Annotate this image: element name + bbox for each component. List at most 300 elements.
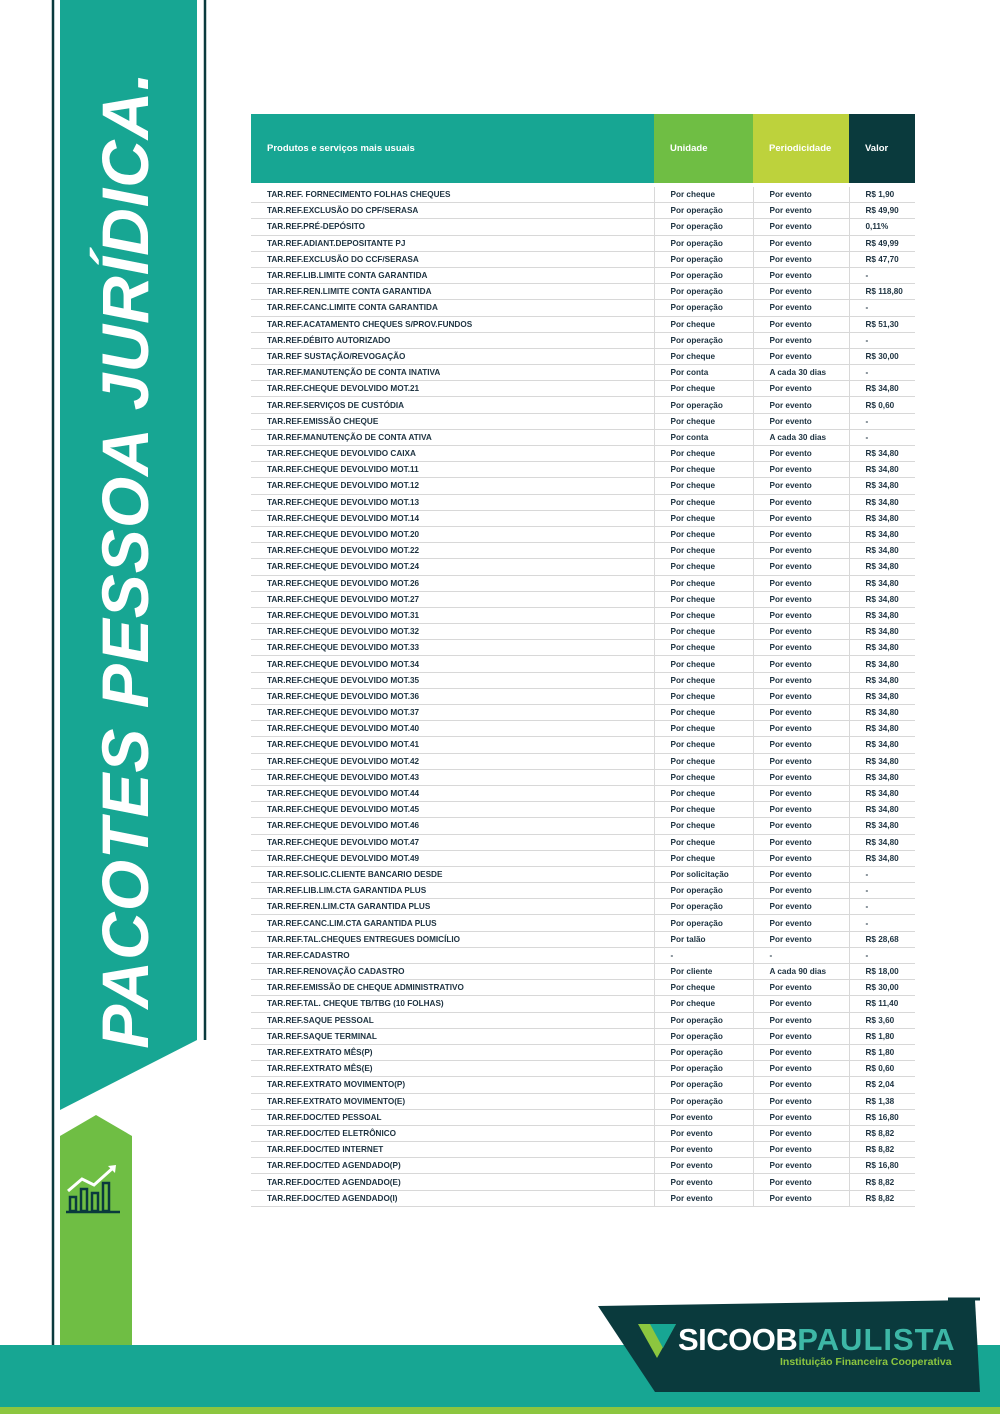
cell-periodicity: Por evento [753,446,849,462]
cell-value: R$ 49,99 [849,235,915,251]
table-row [251,478,915,494]
cell-value: R$ 8,82 [849,1125,915,1141]
cell-product: TAR.REF.CHEQUE DEVOLVIDO MOT.49 [251,850,654,866]
cell-value: - [849,915,915,931]
cell-periodicity: Por evento [753,219,849,235]
cell-unit: Por cheque [654,753,753,769]
table-row [251,332,915,348]
cell-periodicity: Por evento [753,656,849,672]
cell-value: - [849,883,915,899]
cell-value: R$ 49,90 [849,203,915,219]
cell-periodicity: Por evento [753,1125,849,1141]
cell-unit: Por evento [654,1174,753,1190]
cell-value: R$ 18,00 [849,964,915,980]
cell-product: TAR.REF.DOC/TED PESSOAL [251,1109,654,1125]
cell-value: R$ 34,80 [849,462,915,478]
cell-unit: Por cheque [654,381,753,397]
cell-product: TAR.REF.EXCLUSÃO DO CPF/SERASA [251,203,654,219]
cell-unit: Por cheque [654,446,753,462]
cell-periodicity: Por evento [753,591,849,607]
cell-product: TAR.REF.CHEQUE DEVOLVIDO MOT.45 [251,802,654,818]
cell-periodicity: Por evento [753,332,849,348]
cell-value: - [849,300,915,316]
cell-unit: Por cheque [654,834,753,850]
table-row [251,1012,915,1028]
cell-unit: Por cheque [654,187,753,203]
cell-periodicity: A cada 30 dias [753,365,849,381]
cell-periodicity: Por evento [753,526,849,542]
cell-unit: Por cheque [654,478,753,494]
table-row [251,251,915,267]
cell-periodicity: Por evento [753,769,849,785]
cell-value: R$ 34,80 [849,478,915,494]
cell-periodicity: Por evento [753,251,849,267]
cell-unit: Por cheque [654,802,753,818]
cell-unit: Por operação [654,1061,753,1077]
cell-product: TAR.REF.CHEQUE DEVOLVIDO MOT.43 [251,769,654,785]
cell-value: R$ 34,80 [849,850,915,866]
cell-product: TAR.REF.CHEQUE DEVOLVIDO MOT.35 [251,672,654,688]
cell-product: TAR.REF.DOC/TED AGENDADO(P) [251,1158,654,1174]
cell-value: R$ 30,00 [849,348,915,364]
cell-product: TAR.REF.EXTRATO MOVIMENTO(P) [251,1077,654,1093]
cell-value: R$ 30,00 [849,980,915,996]
cell-unit: Por conta [654,429,753,445]
cell-product: TAR.REF.CHEQUE DEVOLVIDO MOT.20 [251,526,654,542]
table-row [251,316,915,332]
cell-product: TAR.REF.SERVIÇOS DE CUSTÓDIA [251,397,654,413]
cell-product: TAR.REF.CHEQUE DEVOLVIDO MOT.42 [251,753,654,769]
cell-product: TAR.REF.CHEQUE DEVOLVIDO MOT.32 [251,624,654,640]
cell-product: TAR.REF.REN.LIM.CTA GARANTIDA PLUS [251,899,654,915]
cell-periodicity: Por evento [753,510,849,526]
table-row [251,996,915,1012]
table-row [251,1077,915,1093]
cell-unit: Por cheque [654,624,753,640]
cell-product: TAR.REF.CHEQUE DEVOLVIDO MOT.27 [251,591,654,607]
cell-value: R$ 34,80 [849,624,915,640]
table-row [251,462,915,478]
cell-product: TAR.REF SUSTAÇÃO/REVOGAÇÃO [251,348,654,364]
table-row [251,785,915,801]
cell-periodicity: Por evento [753,381,849,397]
cell-unit: Por operação [654,267,753,283]
cell-product: TAR.REF.CHEQUE DEVOLVIDO MOT.14 [251,510,654,526]
cell-periodicity: Por evento [753,915,849,931]
table-row [251,187,915,203]
table-row [251,672,915,688]
table-row [251,1158,915,1174]
cell-product: TAR.REF.DOC/TED ELETRÔNICO [251,1125,654,1141]
cell-periodicity: Por evento [753,834,849,850]
cell-value: R$ 34,80 [849,575,915,591]
table-row [251,1093,915,1109]
cell-periodicity: Por evento [753,1190,849,1206]
cell-product: TAR.REF.CHEQUE DEVOLVIDO MOT.41 [251,737,654,753]
cell-value: R$ 34,80 [849,381,915,397]
cell-unit: Por operação [654,300,753,316]
cell-value: R$ 34,80 [849,591,915,607]
cell-product: TAR.REF.CHEQUE DEVOLVIDO MOT.37 [251,705,654,721]
cell-periodicity: Por evento [753,267,849,283]
cell-value: R$ 34,80 [849,543,915,559]
cell-periodicity: Por evento [753,672,849,688]
cell-periodicity: Por evento [753,640,849,656]
cell-unit: Por operação [654,251,753,267]
cell-value: R$ 34,80 [849,688,915,704]
growth-chart-icon [64,1163,122,1215]
table-row [251,964,915,980]
cell-periodicity: Por evento [753,348,849,364]
table-row [251,1125,915,1141]
cell-periodicity: Por evento [753,1158,849,1174]
cell-value: R$ 34,80 [849,656,915,672]
cell-unit: Por operação [654,1012,753,1028]
cell-product: TAR.REF.DÉBITO AUTORIZADO [251,332,654,348]
table-row [251,802,915,818]
cell-value: - [849,267,915,283]
cell-periodicity: Por evento [753,1028,849,1044]
cell-value: R$ 0,60 [849,1061,915,1077]
cell-value: R$ 34,80 [849,494,915,510]
cell-value: - [849,413,915,429]
cell-periodicity: A cada 30 dias [753,429,849,445]
cell-product: TAR.REF.CHEQUE DEVOLVIDO MOT.40 [251,721,654,737]
cell-value: R$ 2,04 [849,1077,915,1093]
cell-value: - [849,429,915,445]
cell-periodicity: Por evento [753,996,849,1012]
header-periodicity: Periodicidade [753,114,849,183]
table-row [251,705,915,721]
cell-periodicity: Por evento [753,721,849,737]
cell-value: R$ 8,82 [849,1174,915,1190]
cell-product: TAR.REF.TAL.CHEQUES ENTREGUES DOMICÍLIO [251,931,654,947]
cell-value: - [849,365,915,381]
cell-unit: Por operação [654,235,753,251]
table-row [251,1028,915,1044]
cell-periodicity: Por evento [753,494,849,510]
table-row [251,510,915,526]
cell-periodicity: Por evento [753,850,849,866]
table-row [251,866,915,882]
cell-periodicity: - [753,947,849,963]
table-row [251,203,915,219]
cell-unit: Por cheque [654,785,753,801]
cell-value: 0,11% [849,219,915,235]
cell-periodicity: Por evento [753,478,849,494]
cell-unit: Por operação [654,397,753,413]
cell-periodicity: Por evento [753,187,849,203]
cell-unit: Por evento [654,1158,753,1174]
table-row [251,413,915,429]
cell-value: - [849,332,915,348]
table-row [251,1061,915,1077]
cell-product: TAR.REF.SOLIC.CLIENTE BANCARIO DESDE [251,866,654,882]
cell-product: TAR.REF.EXCLUSÃO DO CCF/SERASA [251,251,654,267]
cell-product: TAR.REF.CADASTRO [251,947,654,963]
cell-periodicity: Por evento [753,462,849,478]
cell-value: R$ 34,80 [849,818,915,834]
cell-product: TAR.REF.DOC/TED AGENDADO(E) [251,1174,654,1190]
fees-table [251,114,915,1207]
cell-product: TAR.REF.EMISSÃO CHEQUE [251,413,654,429]
table-row [251,575,915,591]
cell-unit: Por cheque [654,996,753,1012]
cell-unit: Por operação [654,883,753,899]
cell-unit: Por cheque [654,413,753,429]
table-row [251,915,915,931]
logo-sicoob-text: SICOOB [678,1322,798,1357]
cell-unit: Por operação [654,1093,753,1109]
cell-unit: Por cliente [654,964,753,980]
cell-value: R$ 34,80 [849,607,915,623]
cell-periodicity: Por evento [753,866,849,882]
table-header-row [251,114,915,183]
table-row [251,688,915,704]
cell-periodicity: Por evento [753,753,849,769]
cell-periodicity: Por evento [753,413,849,429]
table-row [251,559,915,575]
cell-value: R$ 34,80 [849,510,915,526]
cell-unit: Por cheque [654,348,753,364]
cell-unit: Por cheque [654,316,753,332]
table-row [251,850,915,866]
table-row [251,737,915,753]
cell-unit: Por evento [654,1109,753,1125]
table-row [251,300,915,316]
cell-unit: Por cheque [654,510,753,526]
cell-periodicity: Por evento [753,284,849,300]
cell-unit: Por operação [654,332,753,348]
cell-value: R$ 1,38 [849,1093,915,1109]
cell-periodicity: Por evento [753,300,849,316]
cell-value: R$ 34,80 [849,834,915,850]
cell-value: R$ 8,82 [849,1190,915,1206]
cell-unit: Por cheque [654,980,753,996]
header-value: Valor [849,114,915,183]
cell-product: TAR.REF.CHEQUE DEVOLVIDO MOT.33 [251,640,654,656]
cell-periodicity: Por evento [753,559,849,575]
cell-periodicity: Por evento [753,203,849,219]
table-row [251,446,915,462]
cell-value: R$ 16,80 [849,1158,915,1174]
cell-value: R$ 8,82 [849,1142,915,1158]
cell-value: R$ 34,80 [849,705,915,721]
cell-periodicity: Por evento [753,397,849,413]
cell-unit: Por cheque [654,656,753,672]
cell-value: - [849,947,915,963]
cell-unit: Por cheque [654,737,753,753]
cell-product: TAR.REF.REN.LIMITE CONTA GARANTIDA [251,284,654,300]
cell-periodicity: Por evento [753,883,849,899]
cell-unit: Por operação [654,899,753,915]
cell-product: TAR.REF.ACATAMENTO CHEQUES S/PROV.FUNDOS [251,316,654,332]
cell-product: TAR.REF.DOC/TED AGENDADO(I) [251,1190,654,1206]
cell-unit: Por cheque [654,559,753,575]
cell-unit: Por operação [654,915,753,931]
table-row [251,381,915,397]
table-row [251,640,915,656]
cell-unit: Por cheque [654,769,753,785]
cell-product: TAR.REF.CHEQUE DEVOLVIDO CAIXA [251,446,654,462]
table-row [251,1109,915,1125]
cell-periodicity: Por evento [753,818,849,834]
cell-value: R$ 34,80 [849,785,915,801]
cell-value: - [849,899,915,915]
cell-value: R$ 51,30 [849,316,915,332]
cell-value: R$ 118,80 [849,284,915,300]
sidebar-title: PACOTES PESSOA JURÍDICA. [88,71,162,1049]
cell-product: TAR.REF. FORNECIMENTO FOLHAS CHEQUES [251,187,654,203]
cell-unit: Por cheque [654,494,753,510]
cell-value: R$ 28,68 [849,931,915,947]
cell-periodicity: Por evento [753,1077,849,1093]
cell-unit: Por cheque [654,688,753,704]
cell-product: TAR.REF.CHEQUE DEVOLVIDO MOT.11 [251,462,654,478]
cell-periodicity: Por evento [753,1061,849,1077]
table-row [251,1142,915,1158]
cell-unit: Por operação [654,203,753,219]
table-row [251,494,915,510]
table-row [251,624,915,640]
table-row [251,980,915,996]
cell-value: R$ 34,80 [849,559,915,575]
cell-product: TAR.REF.CHEQUE DEVOLVIDO MOT.22 [251,543,654,559]
cell-periodicity: Por evento [753,737,849,753]
table-row [251,1044,915,1060]
table-row [251,429,915,445]
cell-value: R$ 16,80 [849,1109,915,1125]
cell-unit: Por evento [654,1125,753,1141]
cell-periodicity: Por evento [753,316,849,332]
cell-periodicity: Por evento [753,607,849,623]
logo-paulista-text: PAULISTA [797,1322,956,1357]
cell-value: R$ 34,80 [849,721,915,737]
cell-periodicity: Por evento [753,688,849,704]
cell-periodicity: Por evento [753,705,849,721]
cell-product: TAR.REF.CANC.LIMITE CONTA GARANTIDA [251,300,654,316]
cell-unit: Por evento [654,1142,753,1158]
table-row [251,235,915,251]
table-row [251,284,915,300]
cell-periodicity: Por evento [753,624,849,640]
cell-unit: Por cheque [654,818,753,834]
table-row [251,543,915,559]
table-row [251,365,915,381]
cell-unit: Por operação [654,219,753,235]
cell-periodicity: Por evento [753,931,849,947]
cell-unit: Por operação [654,1044,753,1060]
cell-value: R$ 34,80 [849,672,915,688]
table-row [251,591,915,607]
table-row [251,753,915,769]
cell-unit: Por operação [654,284,753,300]
cell-unit: Por solicitação [654,866,753,882]
cell-product: TAR.REF.SAQUE PESSOAL [251,1012,654,1028]
cell-product: TAR.REF.CHEQUE DEVOLVIDO MOT.31 [251,607,654,623]
cell-product: TAR.REF.MANUTENÇÃO DE CONTA ATIVA [251,429,654,445]
table-row [251,526,915,542]
cell-value: R$ 34,80 [849,446,915,462]
table-row [251,1190,915,1206]
cell-unit: Por cheque [654,607,753,623]
cell-periodicity: Por evento [753,543,849,559]
table-row [251,397,915,413]
cell-periodicity: Por evento [753,785,849,801]
table-row [251,769,915,785]
cell-product: TAR.REF.CHEQUE DEVOLVIDO MOT.13 [251,494,654,510]
cell-value: R$ 1,80 [849,1044,915,1060]
table-row [251,883,915,899]
cell-unit: Por cheque [654,591,753,607]
cell-product: TAR.REF.CHEQUE DEVOLVIDO MOT.46 [251,818,654,834]
cell-unit: Por cheque [654,721,753,737]
table-row [251,834,915,850]
table-row [251,947,915,963]
cell-product: TAR.REF.PRÉ-DEPÓSITO [251,219,654,235]
table-row [251,931,915,947]
cell-unit: Por cheque [654,526,753,542]
cell-periodicity: Por evento [753,802,849,818]
cell-product: TAR.REF.CHEQUE DEVOLVIDO MOT.44 [251,785,654,801]
cell-periodicity: Por evento [753,1093,849,1109]
cell-product: TAR.REF.EXTRATO MOVIMENTO(E) [251,1093,654,1109]
cell-unit: Por cheque [654,672,753,688]
cell-periodicity: Por evento [753,575,849,591]
cell-unit: - [654,947,753,963]
cell-value: R$ 47,70 [849,251,915,267]
cell-value: R$ 3,60 [849,1012,915,1028]
table-row [251,267,915,283]
cell-value: R$ 34,80 [849,802,915,818]
cell-value: R$ 34,80 [849,640,915,656]
cell-unit: Por cheque [654,543,753,559]
cell-unit: Por cheque [654,705,753,721]
logo-tagline: Instituição Financeira Cooperativa [780,1356,952,1368]
cell-periodicity: Por evento [753,1012,849,1028]
table-row [251,721,915,737]
cell-value: R$ 34,80 [849,769,915,785]
cell-value: - [849,866,915,882]
cell-product: TAR.REF.CHEQUE DEVOLVIDO MOT.12 [251,478,654,494]
header-unit: Unidade [654,114,753,183]
cell-periodicity: Por evento [753,1174,849,1190]
cell-product: TAR.REF.TAL. CHEQUE TB/TBG (10 FOLHAS) [251,996,654,1012]
cell-product: TAR.REF.SAQUE TERMINAL [251,1028,654,1044]
table-row [251,1174,915,1190]
cell-unit: Por evento [654,1190,753,1206]
cell-periodicity: Por evento [753,1044,849,1060]
cell-product: TAR.REF.EXTRATO MÊS(P) [251,1044,654,1060]
table-body [251,183,915,1206]
cell-periodicity: Por evento [753,235,849,251]
table-row [251,348,915,364]
cell-product: TAR.REF.CANC.LIM.CTA GARANTIDA PLUS [251,915,654,931]
cell-periodicity: Por evento [753,1142,849,1158]
cell-value: R$ 11,40 [849,996,915,1012]
cell-unit: Por cheque [654,462,753,478]
cell-product: TAR.REF.EMISSÃO DE CHEQUE ADMINISTRATIVO [251,980,654,996]
cell-product: TAR.REF.CHEQUE DEVOLVIDO MOT.26 [251,575,654,591]
cell-unit: Por operação [654,1028,753,1044]
cell-periodicity: Por evento [753,980,849,996]
cell-product: TAR.REF.DOC/TED INTERNET [251,1142,654,1158]
cell-unit: Por cheque [654,575,753,591]
cell-periodicity: Por evento [753,899,849,915]
cell-product: TAR.REF.CHEQUE DEVOLVIDO MOT.34 [251,656,654,672]
cell-product: TAR.REF.MANUTENÇÃO DE CONTA INATIVA [251,365,654,381]
cell-unit: Por conta [654,365,753,381]
